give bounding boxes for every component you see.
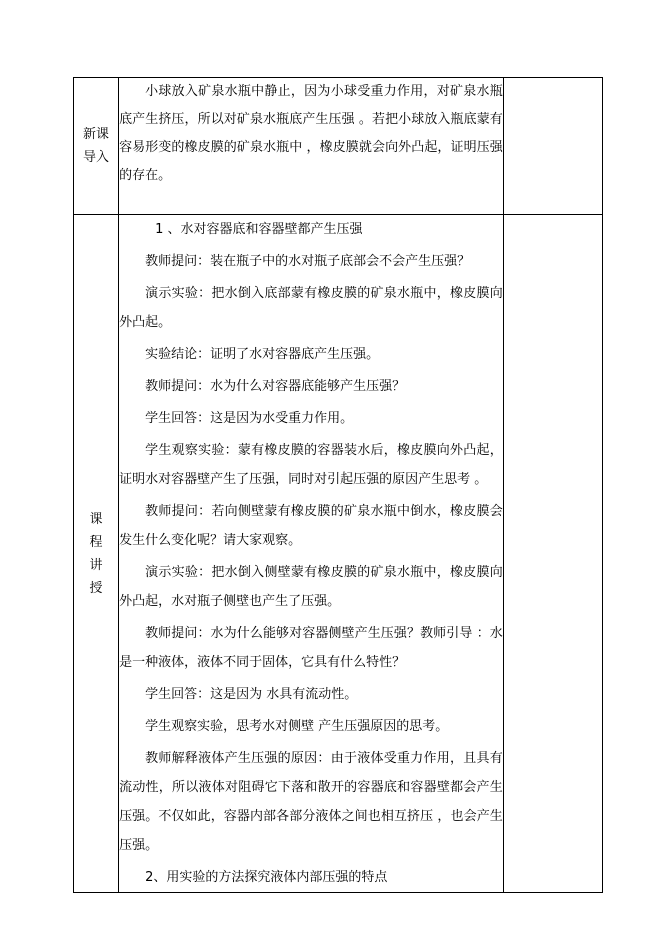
lecture-paragraph: 学生观察实验：蒙有橡皮膜的容器装水后，橡皮膜向外凸起，证明水对容器壁产生了压强，同时对引起压强的原因产生思考 。 — [119, 443, 503, 487]
lecture-paragraph: 学生回答：这是因为 水具有流动性。 — [145, 687, 358, 702]
lesson-plan-table — [73, 77, 603, 893]
notes-cell-lecture — [503, 215, 602, 893]
lecture-paragraph: 学生回答：这是因为水受重力作用。 — [145, 411, 354, 426]
label-cell-introduction — [74, 78, 119, 215]
lecture-paragraph: 教师提问：装在瓶子中的水对瓶子底部会不会产生压强？ — [145, 254, 471, 269]
label-introduction-line2: 导入 — [83, 150, 110, 165]
row-lecture — [74, 215, 603, 893]
lecture-paragraph: 学生观察实验，思考水对侧壁 产生压强原因的思考。 — [145, 719, 449, 734]
lecture-paragraph: 实验结论：证明了水对容器底产生压强。 — [145, 347, 380, 362]
content-cell-lecture — [119, 215, 504, 893]
content-cell-introduction — [119, 78, 504, 215]
row-introduction — [74, 78, 603, 215]
lecture-paragraph: 教师提问：若向侧壁蒙有橡皮膜的矿泉水瓶中倒水，橡皮膜会发生什么变化呢？请大家观察。 — [119, 504, 503, 548]
label-introduction-line1: 新课 — [83, 127, 110, 142]
lecture-paragraph: 演示实验：把水倒入底部蒙有橡皮膜的矿泉水瓶中，橡皮膜向外凸起。 — [119, 286, 503, 330]
lecture-heading-1: 1 、水对容器底和容器壁都产生压强 — [155, 222, 363, 237]
lecture-paragraph: 演示实验：把水倒入侧壁蒙有橡皮膜的矿泉水瓶中，橡皮膜向外凸起，水对瓶子侧壁也产生了压强。 — [119, 565, 503, 609]
label-lecture-char-1: 课 — [89, 511, 103, 527]
notes-cell-introduction — [503, 78, 602, 215]
label-lecture-char-4: 授 — [89, 580, 103, 596]
introduction-paragraph: 小球放入矿泉水瓶中静止，因为小球受重力作用，对矿泉水瓶底产生挤压，所以对矿泉水瓶底产生压强 。若把小球放入瓶底蒙有容易形变的橡皮膜的矿泉水瓶中 ，橡皮膜就会向外凸起，证明压强的存在。 — [119, 84, 503, 183]
lecture-heading-2: 2、用实验的方法探究液体内部压强的特点 — [145, 870, 388, 885]
label-lecture-char-2: 程 — [89, 534, 103, 550]
lecture-paragraph: 教师提问：水为什么对容器底能够产生压强？ — [145, 379, 406, 394]
label-cell-lecture — [74, 215, 119, 893]
label-lecture-char-3: 讲 — [89, 557, 103, 573]
lecture-paragraph: 教师解释液体产生压强的原因：由于液体受重力作用，且具有流动性，所以液体对阻碍它下落和散开的容器底和容器壁都会产生压强。不仅如此，容器内部各部分液体之间也相互挤压 ，也会产生压强。 — [119, 751, 503, 853]
lecture-paragraph: 教师提问：水为什么能够对容器侧壁产生压强？教师引导 ：水是一种液体，液体不同于固体，它具有什么特性？ — [119, 626, 503, 670]
